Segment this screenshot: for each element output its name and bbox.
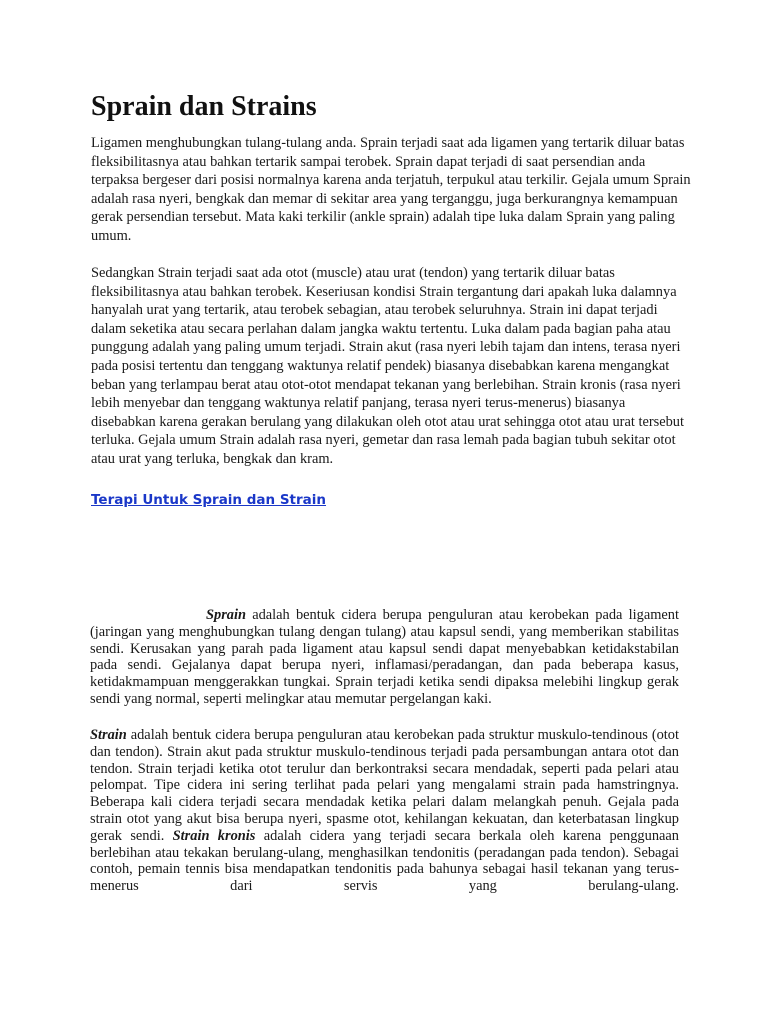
sprain-definition-text: adalah bentuk cidera berupa penguluran atau kerobekan pada ligament (jaringan yang menghubungkan tulang dengan tulang) atau kapsul sendi, yang memberikan stabilitas sendi. Kerusakan yang parah pada ligament atau kapsul sendi dapat menyebabkan ketidakstabilan pada sendi. Gejalanya dapat berupa nyeri, inflamasi/peradangan, dan pada beberapa kasus, ketidakmampuan menggerakkan tungkai. Sprain terjadi ketika sendi dipaksa melebihi lingkup gerak sendi yang normal, seperti melingkar atau memutar pergelangan kaki. [90,607,679,707]
sprain-term: Sprain [206,607,246,623]
therapy-heading-link[interactable]: Terapi Untuk Sprain dan Strain [91,492,327,508]
paragraph-ligament-intro: Ligamen menghubungkan tulang-tulang anda. Sprain terjadi saat ada ligamen yang tertarik diluar batas fleksibilitasnya atau bahkan tertarik sampai terobek. Sprain dapat terjadi di saat persendian anda terpaksa bergeser dari posisi normalnya karena anda terjatuh, terpukul atau terkilir. Gejala umum Sprain adalah rasa nyeri, bengkak dan memar di sekitar area yang terganggu, juga berkurangnya kemampuan gerak persendian tersebut. Mata kaki terkilir (ankle sprain) adalah tipe luka dalam Sprain yang paling umum. [91,135,691,244]
strain-term: Strain [90,727,127,743]
paragraph-strain-definition [90,727,679,895]
chronic-strain-term: Strain kronis [172,827,256,844]
paragraph-sprain-definition [90,607,679,708]
chronic-strain-text: adalah cidera yang terjadi secara berkala oleh karena penggunaan berlebihan atau tekakan berulang-ulang, menghasilkan tendonitis (peradangan pada tendon). Sebagai contoh, pemain tennis bisa mendapatkan tendonitis pada bahunya sebagai hasil tekanan yang terus-menerus dari servis yang berulang-ulang. [90,827,679,895]
strain-definition-text: adalah bentuk cidera berupa penguluran atau kerobekan pada struktur muskulo-tendinous (otot dan tendon). Strain akut pada struktur muskulo-tendinous terjadi pada persambungan antara otot dan tendon. Strain terjadi ketika otot terulur dan berkontraksi secara mendadak, seperti pada pelari atau pelompat. Tipe cidera ini sering terlihat pada pelari yang mengalami strain pada hamstringnya. Beberapa kali cidera terjadi secara mendadak ketika pelari dalam melangkah penuh. Gejala pada strain otot yang akut bisa berupa nyeri, spasme otot, kehilangan kekuatan, dan keterbatasan lingkup gerak sendi. [90,727,679,844]
document-title: Sprain dan Strains [91,91,317,122]
paragraph-strain-intro: Sedangkan Strain terjadi saat ada otot (muscle) atau urat (tendon) yang tertarik diluar batas fleksibilitasnya atau bahkan terobek. Keseriusan kondisi Strain tergantung dari apakah luka dalamnya hanyalah urat yang tertarik, atau terobek sebagian, atau terobek seluruhnya. Strain ini dapat terjadi dalam seketika atau secara perlahan dalam jangka waktu tertentu. Luka dalam pada bagian paha atau punggung adalah yang paling umum terjadi. Strain akut (rasa nyeri lebih tajam dan intens, terasa nyeri pada posisi tertentu dan tenggang waktunya relatif pendek) biasanya disebabkan karena mengangkat beban yang terlampau berat atau otot-otot mendapat tekanan yang berlebihan. Strain kronis (rasa nyeri lebih menyebar dan tenggang waktunya relatif panjang, terasa nyeri terus-menerus) biasanya disebabkan karena gerakan berulang yang dilakukan oleh otot atau urat sehingga otot atau urat tersebut terluka. Gejala umum Strain adalah rasa nyeri, gemetar dan rasa lemah pada bagian tubuh sekitar otot atau urat yang terluka, bengkak dan kram. [91,265,684,467]
